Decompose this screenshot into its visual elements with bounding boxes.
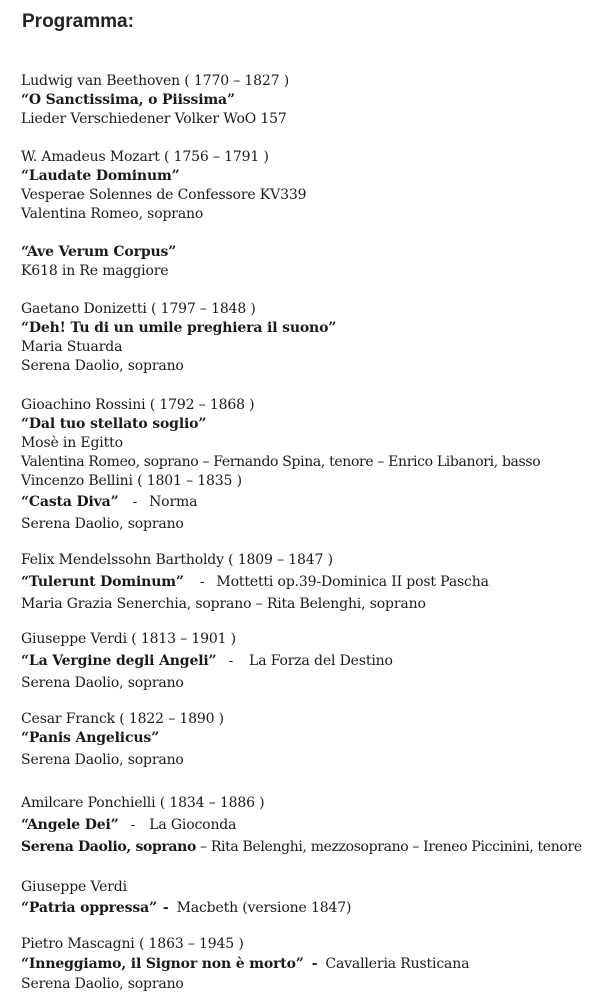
piece-line bbox=[21, 493, 197, 512]
piece-title: “O Sanctissima, o Piissima” bbox=[21, 92, 235, 108]
composer-verdi: Giuseppe Verdi ( 1813 – 1901 ) bbox=[21, 631, 236, 647]
program-heading: Programma: bbox=[22, 11, 134, 32]
performers: Serena Daolio, soprano bbox=[21, 358, 184, 374]
composer-bellini: Vincenzo Bellini ( 1801 – 1835 ) bbox=[21, 473, 242, 489]
work-name: Vesperae Solennes de Confessore KV339 bbox=[21, 187, 307, 203]
composer-franck: Cesar Franck ( 1822 – 1890 ) bbox=[21, 711, 224, 727]
piece-title: “Ave Verum Corpus” bbox=[21, 244, 177, 260]
work-name: Maria Stuarda bbox=[21, 339, 123, 355]
piece-title: “Panis Angelicus” bbox=[21, 730, 159, 746]
composer-beethoven: Ludwig van Beethoven ( 1770 – 1827 ) bbox=[21, 73, 290, 89]
piece-title: “Laudate Dominum” bbox=[21, 168, 180, 184]
piece-line bbox=[21, 573, 489, 592]
piece-line bbox=[21, 652, 393, 671]
separator: - bbox=[199, 574, 205, 590]
separator: - bbox=[132, 494, 138, 510]
piece-title: “Deh! Tu di un umile preghiera il suono” bbox=[21, 320, 337, 336]
separator: - bbox=[130, 817, 136, 833]
piece-title: “Patria oppressa” bbox=[21, 900, 157, 916]
work-name: Mottetti op.39-Dominica II post Pascha bbox=[216, 574, 489, 590]
composer-mascagni: Pietro Mascagni ( 1863 – 1945 ) bbox=[21, 936, 244, 952]
piece-line bbox=[21, 816, 236, 835]
work-name: Mosè in Egitto bbox=[21, 435, 123, 451]
separator: - bbox=[311, 956, 318, 972]
piece-line bbox=[21, 899, 351, 918]
work-name: La Gioconda bbox=[149, 817, 237, 833]
work-name: K618 in Re maggiore bbox=[21, 263, 169, 279]
work-name: Lieder Verschiedener Volker WoO 157 bbox=[21, 111, 287, 127]
performers: Maria Grazia Senerchia, soprano – Rita Belenghi, soprano bbox=[21, 596, 426, 612]
piece-title: “La Vergine degli Angeli” bbox=[21, 653, 217, 669]
work-name: La Forza del Destino bbox=[249, 653, 393, 669]
performers: Serena Daolio, soprano bbox=[21, 976, 184, 992]
separator: - bbox=[162, 900, 169, 916]
performers: Serena Daolio, soprano bbox=[21, 516, 184, 532]
composer-donizetti: Gaetano Donizetti ( 1797 – 1848 ) bbox=[21, 301, 256, 317]
piece-title: “Inneggiamo, il Signor non è morto” bbox=[21, 956, 304, 972]
piece-title: “Tulerunt Dominum” bbox=[21, 574, 184, 590]
composer-rossini: Gioachino Rossini ( 1792 – 1868 ) bbox=[21, 397, 255, 413]
composer-ponchielli: Amilcare Ponchielli ( 1834 – 1886 ) bbox=[21, 795, 265, 811]
performers: Valentina Romeo, soprano – Fernando Spina, tenore – Enrico Libanori, basso bbox=[21, 454, 541, 470]
work-name: Macbeth (versione 1847) bbox=[176, 900, 352, 916]
performers-rest: – Rita Belenghi, mezzosoprano – Ireneo Piccinini, tenore bbox=[195, 839, 582, 855]
piece-title: “Casta Diva” bbox=[21, 494, 119, 510]
composer-mozart: W. Amadeus Mozart ( 1756 – 1791 ) bbox=[21, 149, 269, 165]
performers-line bbox=[21, 838, 582, 857]
performer-featured: Serena Daolio, soprano bbox=[21, 839, 196, 855]
work-name: Norma bbox=[149, 494, 198, 510]
performers: Serena Daolio, soprano bbox=[21, 675, 184, 691]
composer-verdi-2: Giuseppe Verdi bbox=[21, 879, 127, 895]
piece-title: “Angele Dei” bbox=[21, 817, 119, 833]
composer-mendelssohn: Felix Mendelssohn Bartholdy ( 1809 – 1847 ) bbox=[21, 552, 333, 568]
performers: Serena Daolio, soprano bbox=[21, 752, 184, 768]
performers: Valentina Romeo, soprano bbox=[21, 206, 204, 222]
piece-title: “Dal tuo stellato soglio” bbox=[21, 416, 207, 432]
work-name: Cavalleria Rusticana bbox=[325, 956, 470, 972]
piece-line bbox=[21, 955, 469, 974]
separator: - bbox=[228, 653, 234, 669]
